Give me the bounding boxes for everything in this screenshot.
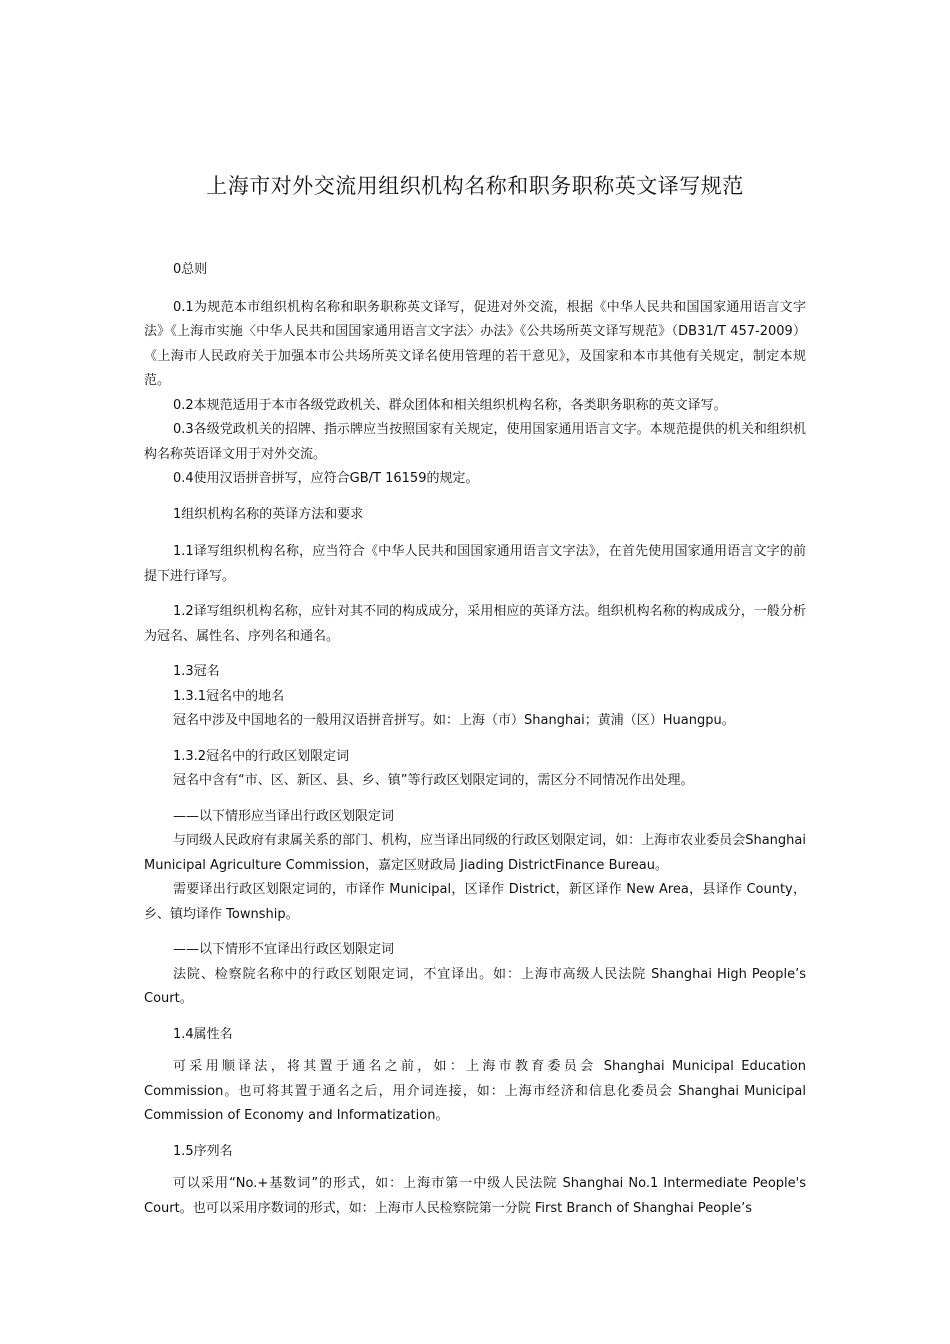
- paragraph-1-1: 1.1译写组织机构名称，应当符合《中华人民共和国国家通用语言文字法》，在首先使用国家通用语言文字的前提下进行译写。: [144, 544, 806, 584]
- case-heading-no-translate: ——以下情形不宜译出行政区划限定词: [173, 942, 395, 957]
- document-title: 上海市对外交流用组织机构名称和职务职称英文译写规范: [206, 174, 744, 198]
- paragraph-1-2: 1.2译写组织机构名称，应针对其不同的构成成分，采用相应的英译方法。组织机构名称的构成成分，一般分析为冠名、属性名、序列名和通名。: [144, 604, 806, 644]
- paragraph-1-3-1: 冠名中涉及中国地名的一般用汉语拼音拼写。如：上海（市）Shanghai；黄浦（区）Huangpu。: [173, 713, 735, 728]
- paragraph-0-1: 0.1为规范本市组织机构名称和职务职称英文译写，促进对外交流，根据《中华人民共和国国家通用语言文字法》《上海市实施〈中华人民共和国国家通用语言文字法〉办法》《公共场所英文译写规范》（DB31/T 457-2009）《上海市人民政府关于加强本市公共场所英文译名使用管理的若干意见》，及国家和本市其他有关规定，制定本规范。: [144, 299, 806, 388]
- section-heading-1: 1组织机构名称的英译方法和要求: [173, 506, 364, 522]
- paragraph-0-2: 0.2本规范适用于本市各级党政机关、群众团体和相关组织机构名称，各类职务职称的英文译写。: [173, 397, 727, 413]
- section-heading-0: 0总则: [173, 262, 208, 277]
- section-heading-1-3: 1.3冠名: [173, 664, 220, 679]
- paragraph-case-no-translate: 法院、检察院名称中的行政区划限定词，不宜译出。如：上海市高级人民法院 Shanghai High People’s Court。: [144, 966, 806, 1006]
- paragraph-case-translate-a: 与同级人民政府有隶属关系的部门、机构，应当译出同级的行政区划限定词，如：上海市农业委员会Shanghai Municipal Agriculture Commission，嘉定区财政局 Jiading DistrictFinance Bureau。: [144, 833, 806, 873]
- paragraph-0-4: 0.4使用汉语拼音拼写，应符合GB/T 16159的规定。: [173, 471, 479, 486]
- section-heading-1-3-1: 1.3.1冠名中的地名: [173, 688, 285, 704]
- paragraph-1-3-2: 冠名中含有“市、区、新区、县、乡、镇”等行政区划限定词的，需区分不同情况作出处理。: [173, 773, 694, 788]
- section-heading-1-3-2: 1.3.2冠名中的行政区划限定词: [173, 748, 350, 764]
- paragraph-0-3: 0.3各级党政机关的招牌、指示牌应当按照国家有关规定，使用国家通用语言文字。本规范提供的机关和组织机构名称英语译文用于对外交流。: [144, 422, 806, 462]
- case-heading-translate: ——以下情形应当译出行政区划限定词: [173, 808, 395, 824]
- paragraph-case-translate-b: 需要译出行政区划限定词的，市译作 Municipal，区译作 District，新区译作 New Area，县译作 County，乡、镇均译作 Township。: [144, 882, 806, 922]
- section-heading-1-5: 1.5序列名: [173, 1143, 233, 1159]
- document-body: [144, 258, 806, 1221]
- section-heading-1-4: 1.4属性名: [173, 1026, 233, 1042]
- paragraph-1-5: 可以采用“No.+基数词”的形式，如：上海市第一中级人民法院 Shanghai No.1 Intermediate People's Court。也可以采用序数词的形式，如：上海市人民检察院第一分院 First Branch of Shanghai People’s: [144, 1176, 806, 1216]
- paragraph-1-4: 可采用顺译法，将其置于通名之前，如：上海市教育委员会 Shanghai Municipal Education Commission。也可将其置于通名之后，用介词连接，如：上海市经济和信息化委员会 Shanghai Municipal Commission of Economy and Informatization。: [144, 1059, 806, 1123]
